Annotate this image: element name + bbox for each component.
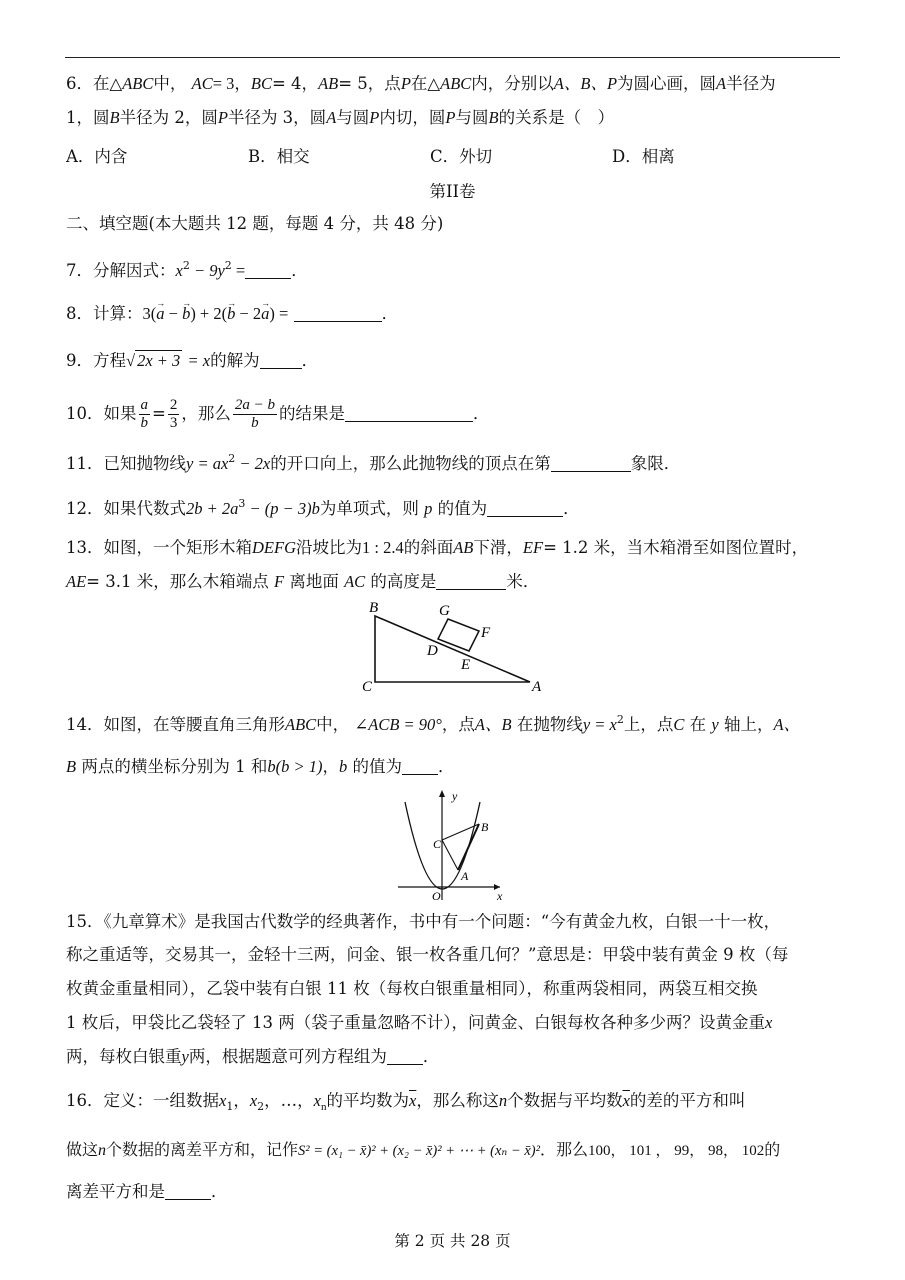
label-y: y (452, 789, 458, 803)
q15-line-1: 15．《九章算术》是我国古代数学的经典著作，书中有一个问题：“今有黄金九枚，白银一十一枚， (66, 912, 781, 931)
q6-option-a: A．内含 (66, 147, 128, 166)
q8-answer-blank (294, 305, 382, 322)
q16-answer-blank (165, 1183, 211, 1200)
q9-answer-blank (260, 352, 302, 369)
q8: 8．计算：3(→ a − → b) + 2(→ b − 2→ a) = ． (66, 303, 398, 325)
label-d: D (427, 643, 438, 659)
q15-line-3: 枚黄金重量相同），乙袋中装有白银 11 枚（每枚白银重量相同），称重两袋相同，两袋互相交换 (66, 979, 758, 998)
q6-option-c: C．外切 (430, 147, 493, 166)
label-e: E (461, 657, 471, 673)
segment-ca (442, 840, 458, 870)
slope-triangle (375, 616, 530, 682)
q7: 7．分解因式：$x^2 - 9y^2$ = ． (66, 259, 308, 280)
q16-line-1: 16．定义：一组数据$x_1$，$x_2$，…，$x_n$的平均数为$\overline{x}$，那么称这n个数据与平均数$\overline{x}$的差的平方和叫 (66, 1091, 746, 1113)
segment-ab (458, 824, 479, 870)
q14-figure (390, 786, 510, 904)
q12: 12．如果代数式$2b + 2a^3 - (p - 3)b$为单项式，则 p 的值为 ． (66, 497, 580, 518)
q9: 9．方程√ 2x + 3 = x的解为 ． (66, 351, 319, 370)
q16-line-2: 做这n个数据的离差平方和，记作S² = (x₁ − x̄)² + (x₂ − x̄)² + ⋯ + (xₙ − x̄)²．那么100， 101 ， 99， 98， 102的 (66, 1140, 781, 1159)
q10: 10．如果 $\frac{a}{b}$ = $\frac{2}{3}$ ，那么 $\frac{2a - b}{b}$ 的结果是 ． (66, 397, 490, 431)
section-title: 二、填空题(本大题共 12 题，每题 4 分，共 48 分) (66, 214, 444, 233)
q15-line-2: 称之重适等，交易其一，金轻十三两，问金、银一枚各重几何？”意思是：甲袋中装有黄金 9 枚（每 (66, 945, 789, 964)
q13-line-2: AE= 3.1 米，那么木箱端点 F 离地面 AC 的高度是 米． (66, 572, 540, 591)
q15-line-4: 1 枚后，甲袋比乙袋轻了 13 两（袋子重量忽略不计），问黄金、白银每枚各种多少两？设黄金重x (66, 1013, 773, 1032)
q10-answer-blank (345, 405, 473, 422)
label-c: C (362, 679, 373, 695)
q7-answer-blank (245, 262, 291, 279)
label-b: B (481, 820, 489, 834)
q6-line-1: 6．在△ABC中， AC= 3，BC= 4，AB= 5，点P在△ABC内，分别以A、B、P为圆心画，圆A半径为 (66, 74, 776, 93)
q13-line-1: 13．如图，一个矩形木箱DEFG沿坡比为1 : 2.4的斜面AB下滑，EF= 1.2 米，当木箱滑至如图位置时， (66, 538, 809, 557)
label-o: O (432, 889, 441, 903)
header-rule (65, 57, 840, 58)
q11: 11．已知抛物线$y = ax^2 - 2x$的开口向上，那么此抛物线的顶点在第 象限． (66, 452, 681, 473)
label-c: C (433, 837, 442, 851)
part-title: 第II卷 (429, 182, 476, 201)
q13-figure (355, 596, 555, 696)
label-x: x (497, 889, 503, 903)
label-f: F (481, 625, 491, 641)
label-b: B (369, 600, 379, 616)
label-g: G (439, 603, 450, 619)
q6-option-d: D．相离 (612, 147, 675, 166)
q16-line-3: 离差平方和是 ． (66, 1182, 228, 1201)
q15-answer-blank (387, 1048, 423, 1065)
sqrt-symbol: √ 2x + 3 (126, 351, 181, 370)
q13-answer-blank (436, 573, 506, 590)
q14-line-2: B 两点的横坐标分别为 1 和b(b > 1)，b 的值为 ． (66, 757, 455, 776)
label-a: A (532, 679, 542, 695)
y-axis-arrow-icon (439, 790, 445, 797)
page-footer: 第 2 页 共 28 页 (394, 1232, 511, 1250)
q14-answer-blank (402, 758, 438, 775)
q12-answer-blank (487, 500, 563, 517)
q6-option-b: B．相交 (248, 147, 310, 166)
q6-line-2: 1，圆B半径为 2，圆P半径为 3，圆A与圆P内切，圆P与圆B的关系是（ ） (66, 108, 615, 127)
q11-answer-blank (551, 455, 631, 472)
label-a: A (461, 869, 469, 883)
q15-line-5: 两，每枚白银重y两，根据题意可列方程组为 ． (66, 1047, 440, 1066)
q14-line-1: 14．如图，在等腰直角三角形ABC中， ∠ACB = 90°，点A、B 在抛物线$y = x^2$上，点C 在 y 轴上，A、 (66, 713, 801, 734)
